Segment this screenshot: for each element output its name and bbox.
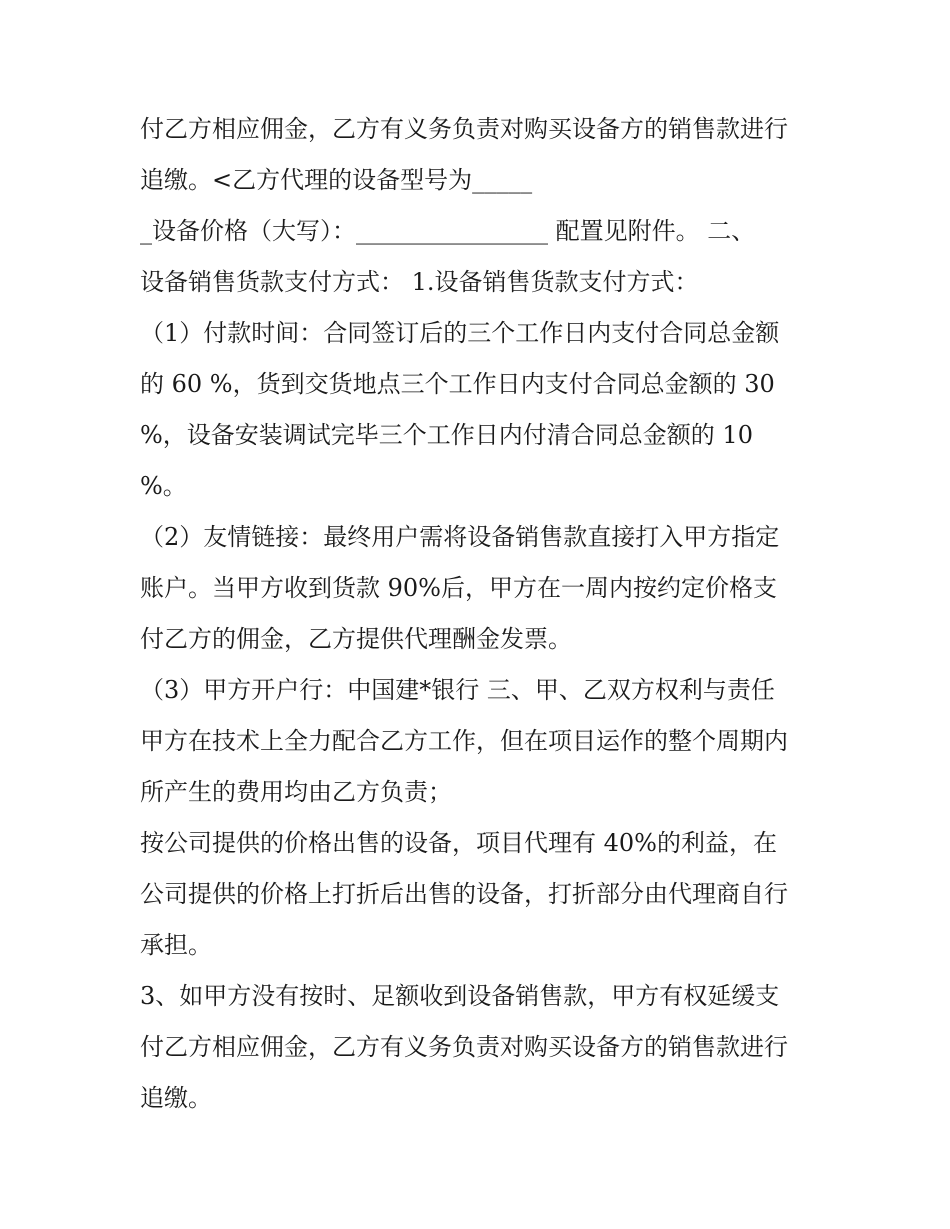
- text-line: %，设备安装调试完毕三个工作日内付清合同总金额的 10: [140, 421, 753, 449]
- text-line: 按公司提供的价格出售的设备，项目代理有 40%的利益，在: [140, 829, 777, 857]
- text-line: 甲方在技术上全力配合乙方工作，但在项目运作的整个周期内: [140, 727, 788, 755]
- text-line: （1）付款时间：合同签订后的三个工作日内支付合同总金额: [140, 319, 780, 347]
- text-line: 追缴。: [140, 1084, 212, 1112]
- text-line: 付乙方相应佣金，乙方有义务负责对购买设备方的销售款进行: [140, 115, 788, 143]
- text-line: 承担。: [140, 931, 212, 959]
- text-line: 3、如甲方没有按时、足额收到设备销售款，甲方有权延缓支: [140, 982, 780, 1010]
- text-line: （2）友情链接：最终用户需将设备销售款直接打入甲方指定: [140, 523, 780, 551]
- text-line: 公司提供的价格上打折后出售的设备，打折部分由代理商自行: [140, 880, 788, 908]
- text-line: 设备销售货款支付方式： 1.设备销售货款支付方式：: [140, 268, 699, 296]
- text-line: 账户。当甲方收到货款 90%后，甲方在一周内按约定价格支: [140, 574, 777, 602]
- text-line: 付乙方相应佣金，乙方有义务负责对购买设备方的销售款进行: [140, 1033, 788, 1061]
- text-line: 的 60 %，货到交货地点三个工作日内支付合同总金额的 30: [140, 370, 775, 398]
- text-line: %。: [140, 472, 187, 500]
- text-line: 所产生的费用均由乙方负责；: [140, 778, 452, 806]
- text-line: 付乙方的佣金，乙方提供代理酬金发票。: [140, 625, 572, 653]
- document-body: [140, 104, 820, 1124]
- text-line: （3）甲方开户行：中国建*银行 三、甲、乙双方权利与责任: [140, 676, 775, 704]
- text-line: 追缴。<乙方代理的设备型号为_____: [140, 166, 533, 194]
- text-line: _设备价格（大写）：________________ 配置见附件。 二、: [140, 217, 756, 245]
